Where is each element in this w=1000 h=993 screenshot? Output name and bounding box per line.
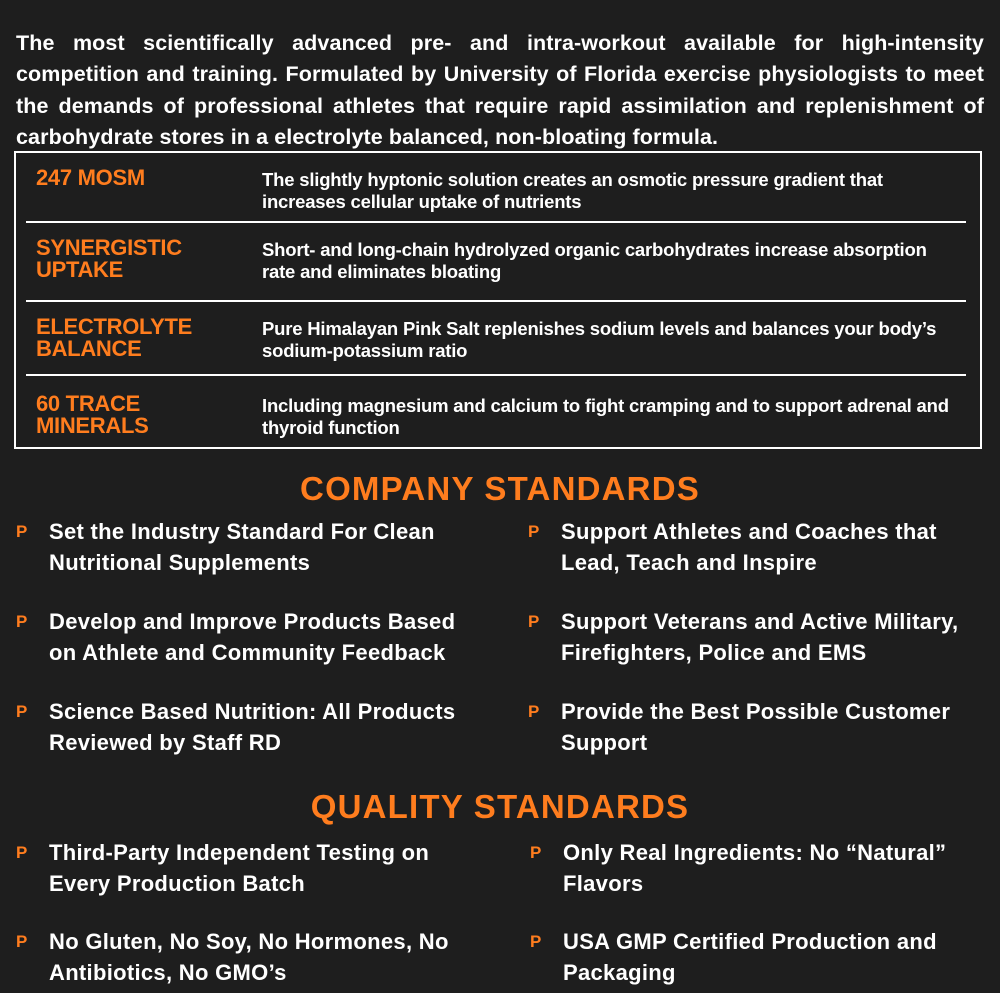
standard-text: Provide the Best Possible Customer Support [561,699,951,755]
standard-text: Set the Industry Standard For Clean Nutritional Supplements [49,519,435,575]
feature-description: Pure Himalayan Pink Salt replenishes sodium levels and balances your body’s sodium-potassium ratio [262,318,937,361]
company-standards-title: COMPANY STANDARDS [300,470,700,507]
standard-text: Support Veterans and Active Military, Firefighters, Police and EMS [561,609,959,665]
bullet-icon: P [528,702,540,721]
bullet-icon: P [16,522,28,541]
bullet-icon: P [16,612,28,631]
feature-term: ELECTROLYTE BALANCE [36,314,193,361]
quality-standards-title: QUALITY STANDARDS [310,788,690,825]
feature-term: 60 TRACE MINERALS [36,391,149,438]
standard-text: No Gluten, No Soy, No Hormones, No Antibiotics, No GMO’s [49,929,449,985]
bullet-icon: P [16,932,28,951]
standard-text: Only Real Ingredients: No “Natural” Flavors [563,840,947,896]
bullet-icon: P [530,932,542,951]
feature-term: 247 MOSM [36,165,145,190]
bullet-icon: P [16,702,28,721]
standard-text: Science Based Nutrition: All Products Reviewed by Staff RD [49,699,456,755]
bullet-icon: P [528,522,540,541]
feature-table [14,151,982,449]
standard-text: Develop and Improve Products Based on Athlete and Community Feedback [49,609,456,665]
bullet-icon: P [528,612,540,631]
feature-divider [26,221,966,223]
standard-text: Support Athletes and Coaches that Lead, Teach and Inspire [561,519,937,575]
standard-text: Third-Party Independent Testing on Every Production Batch [49,840,430,896]
feature-divider [26,300,966,302]
feature-description: The slightly hyptonic solution creates an osmotic pressure gradient that increases cellular uptake of nutrients [262,169,883,212]
intro-paragraph: The most scientifically advanced pre- and intra-workout available for high-intensity competition and training. Formulated by University of Florida exercise physiologists to meet the demands of professional athletes that require rapid assimilation and replenishment of carbohydrate stores in a electrolyte balanced, non-bloating formula. [16,30,984,149]
feature-divider [26,374,966,376]
feature-description: Short- and long-chain hydrolyzed organic carbohydrates increase absorption rate and eliminates bloating [262,239,927,282]
feature-description: Including magnesium and calcium to fight cramping and to support adrenal and thyroid function [262,395,949,438]
bullet-icon: P [16,843,28,862]
standard-text: USA GMP Certified Production and Packaging [563,929,937,985]
bullet-icon: P [530,843,542,862]
feature-term: SYNERGISTIC UPTAKE [36,235,182,282]
